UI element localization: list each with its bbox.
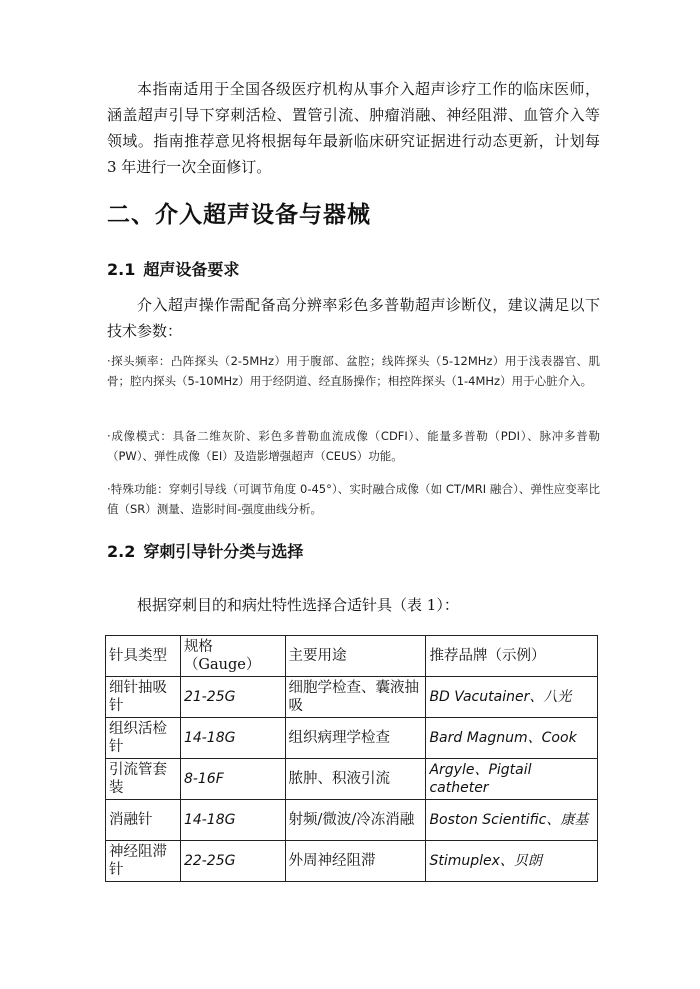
subsection-title: 超声设备要求: [143, 260, 240, 279]
table-cell: 8-16F: [180, 759, 285, 800]
table-cell: 射频/微波/冷冻消融: [285, 800, 426, 841]
table-cell: 22-25G: [180, 841, 285, 882]
section-heading-equipment: 二、介入超声设备与器械: [107, 202, 371, 228]
needle-lead-paragraph: 根据穿刺目的和病灶特性选择合适针具（表 1）：: [137, 596, 459, 614]
table-row: [106, 759, 598, 800]
spec-item-imaging-modes: ·成像模式：具备二维灰阶、彩色多普勒血流成像（CDFI）、能量多普勒（PDI）、脉冲多普勒（PW）、弹性成像（EI）及造影增强超声（CEUS）功能。: [107, 429, 600, 463]
subsection-number: 2.1: [107, 260, 136, 279]
subsection-heading-2-2: [107, 539, 303, 562]
column-header: 规格（Gauge）: [180, 636, 285, 677]
column-header: 针具类型: [106, 636, 181, 677]
table-cell: 14-18G: [180, 718, 285, 759]
column-header: 主要用途: [285, 636, 426, 677]
spec-item-probe-frequency: ·探头频率：凸阵探头（2-5MHz）用于腹部、盆腔；线阵探头（5-12MHz）用于浅表器官、肌骨；腔内探头（5-10MHz）用于经阴道、经直肠操作；相控阵探头（1-4MHz）用于心脏介入。: [107, 354, 600, 388]
table-cell: 脓肿、积液引流: [285, 759, 426, 800]
table-cell: Argyle、Pigtail catheter: [426, 759, 598, 800]
table-row: [106, 800, 598, 841]
table-cell: 细针抽吸针: [106, 677, 181, 718]
intro-paragraph: 本指南适用于全国各级医疗机构从事介入超声诊疗工作的临床医师，涵盖超声引导下穿刺活检、置管引流、肿瘤消融、神经阻滞、血管介入等领域。指南推荐意见将根据每年最新临床研究证据进行动态更新，计划每 3 年进行一次全面修订。: [107, 80, 600, 176]
subsection-number: 2.2: [107, 542, 136, 561]
column-header: 推荐品牌（示例）: [426, 636, 598, 677]
subsection-title: 穿刺引导针分类与选择: [143, 542, 304, 561]
needle-table: [105, 635, 598, 882]
table-cell: 14-18G: [180, 800, 285, 841]
table-cell: Stimuplex、贝朗: [426, 841, 598, 882]
table-row: [106, 677, 598, 718]
table-cell: 21-25G: [180, 677, 285, 718]
table-cell: 组织活检针: [106, 718, 181, 759]
table-cell: 组织病理学检查: [285, 718, 426, 759]
table-cell: 引流管套装: [106, 759, 181, 800]
table-header-row: [106, 636, 598, 677]
table-cell: 外周神经阻滞: [285, 841, 426, 882]
table-row: [106, 841, 598, 882]
table-cell: 神经阻滞针: [106, 841, 181, 882]
table-cell: Bard Magnum、Cook: [426, 718, 598, 759]
table-cell: 消融针: [106, 800, 181, 841]
table-cell: BD Vacutainer、八光: [426, 677, 598, 718]
equipment-lead-paragraph: 介入超声操作需配备高分辨率彩色多普勒超声诊断仪，建议满足以下技术参数：: [107, 296, 600, 340]
spec-item-special-functions: ·特殊功能：穿刺引导线（可调节角度 0-45°）、实时融合成像（如 CT/MRI 融合）、弹性应变率比值（SR）测量、造影时间-强度曲线分析。: [107, 482, 600, 516]
table-cell: 细胞学检查、囊液抽吸: [285, 677, 426, 718]
table-cell: Boston Scientific、康基: [426, 800, 598, 841]
table-row: [106, 718, 598, 759]
subsection-heading-2-1: [107, 257, 239, 280]
